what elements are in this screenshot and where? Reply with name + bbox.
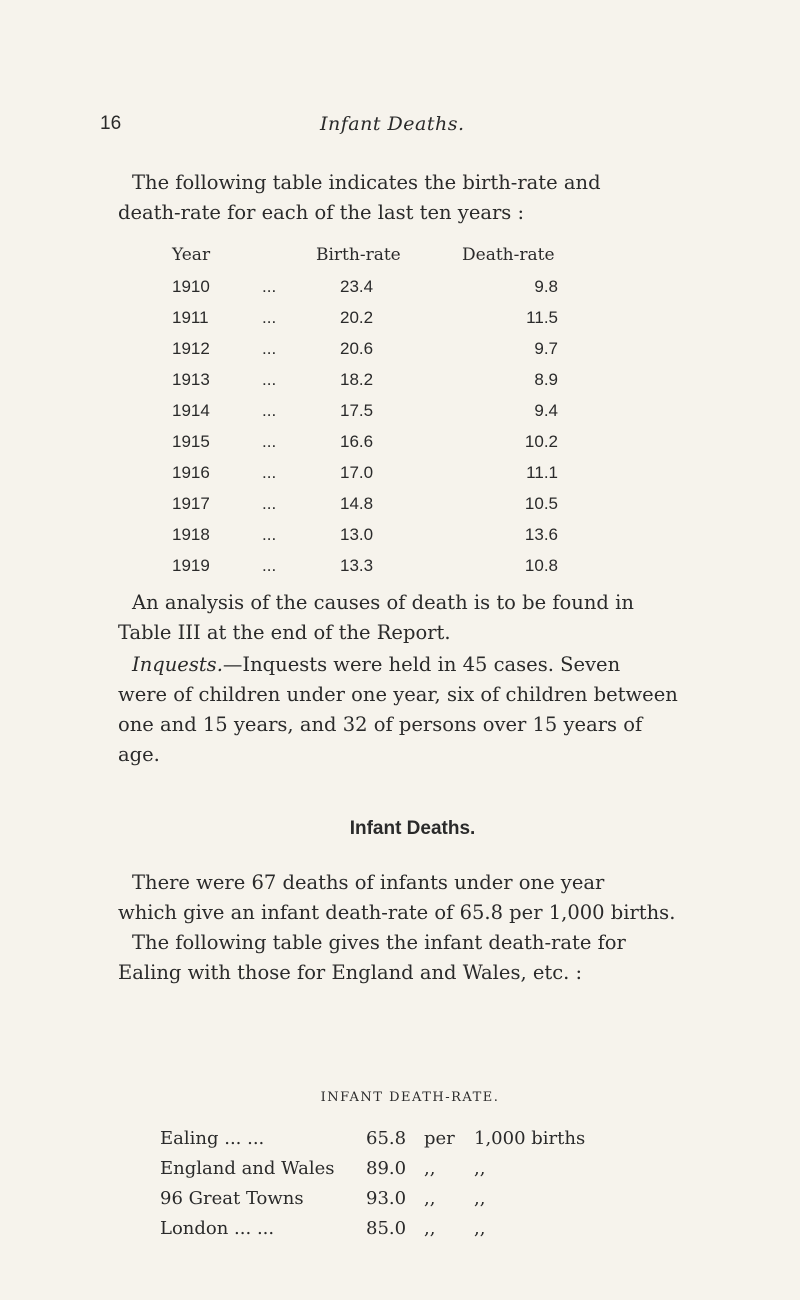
death-rate-cell: 9.4 xyxy=(534,401,558,420)
rate-cell: 93.0 xyxy=(366,1188,407,1209)
unit-cell: ,, xyxy=(474,1188,486,1209)
column-header-birth-rate: Birth-rate xyxy=(316,245,401,265)
rate-cell: 85.0 xyxy=(366,1218,407,1239)
page-number: 16 xyxy=(100,113,122,134)
death-rate-cell: 9.7 xyxy=(534,339,558,358)
place-cell: England and Wales xyxy=(160,1158,335,1179)
per-cell: per xyxy=(424,1128,455,1149)
per-cell: ,, xyxy=(424,1188,436,1209)
inquests-line: one and 15 years, and 32 of persons over 15 years of xyxy=(118,713,643,736)
death-rate-cell: 9.8 xyxy=(534,277,558,296)
birth-rate-cell: 13.0 xyxy=(340,525,374,544)
birth-rate-cell: 16.6 xyxy=(340,432,374,451)
leader-dots: ... xyxy=(262,463,277,482)
death-rate-cell: 8.9 xyxy=(534,370,558,389)
leader-dots: ... xyxy=(262,308,277,327)
inquests-label: Inquests. xyxy=(132,653,223,676)
leader-dots: ... xyxy=(262,432,277,451)
place-cell: 96 Great Towns xyxy=(160,1188,304,1209)
birth-rate-cell: 23.4 xyxy=(340,277,374,296)
death-rate-cell: 11.1 xyxy=(526,463,558,482)
birth-rate-cell: 20.6 xyxy=(340,339,374,358)
per-cell: ,, xyxy=(424,1218,436,1239)
year-cell: 1913 xyxy=(172,370,210,389)
intro-line: The following table indicates the birth-rate and xyxy=(132,171,601,194)
birth-rate-cell: 18.2 xyxy=(340,370,374,389)
section-heading: Infant Deaths. xyxy=(349,818,476,839)
birth-rate-cell: 17.5 xyxy=(340,401,374,420)
year-cell: 1918 xyxy=(172,525,210,544)
place-cell: London ... ... xyxy=(160,1218,275,1239)
unit-cell: ,, xyxy=(474,1218,486,1239)
death-rate-cell: 13.6 xyxy=(524,525,558,544)
death-rate-cell: 11.5 xyxy=(526,308,558,327)
inquests-paragraph xyxy=(118,650,678,770)
death-rate-cell: 10.5 xyxy=(524,494,558,513)
infant-line: Ealing with those for England and Wales, etc. : xyxy=(118,961,583,984)
inquests-line: —Inquests were held in 45 cases. Seven xyxy=(222,653,621,676)
death-rate-cell: 10.2 xyxy=(524,432,558,451)
leader-dots: ... xyxy=(262,370,277,389)
leader-dots: ... xyxy=(262,401,277,420)
rate-cell: 65.8 xyxy=(366,1128,407,1149)
leader-dots: ... xyxy=(262,556,277,575)
leader-dots: ... xyxy=(262,277,277,296)
column-header-year: Year xyxy=(172,245,211,265)
infant-line: There were 67 deaths of infants under one year xyxy=(132,871,605,894)
running-title: Infant Deaths. xyxy=(320,113,465,135)
unit-cell: 1,000 births xyxy=(474,1128,586,1149)
birth-rate-cell: 13.3 xyxy=(340,556,374,575)
infant-paragraph-1 xyxy=(118,868,676,928)
inquests-line: were of children under one year, six of children between xyxy=(118,683,678,706)
leader-dots: ... xyxy=(262,525,277,544)
birth-rate-cell: 20.2 xyxy=(340,308,374,327)
per-cell: ,, xyxy=(424,1158,436,1179)
leader-dots: ... xyxy=(262,339,277,358)
table-caption: INFANT DEATH-RATE. xyxy=(320,1090,500,1105)
year-cell: 1917 xyxy=(172,494,210,513)
death-rate-cell: 10.8 xyxy=(524,556,558,575)
analysis-paragraph xyxy=(118,588,634,648)
infant-line: The following table gives the infant death-rate for xyxy=(132,931,626,954)
year-cell: 1915 xyxy=(172,432,210,451)
year-cell: 1914 xyxy=(172,401,210,420)
infant-line: which give an infant death-rate of 65.8 per 1,000 births. xyxy=(118,901,676,924)
year-cell: 1919 xyxy=(172,556,210,575)
leader-dots: ... xyxy=(262,494,277,513)
analysis-line: Table III at the end of the Report. xyxy=(118,621,451,644)
year-cell: 1912 xyxy=(172,339,210,358)
unit-cell: ,, xyxy=(474,1158,486,1179)
year-cell: 1916 xyxy=(172,463,210,482)
intro-paragraph xyxy=(118,168,628,228)
intro-line: death-rate for each of the last ten years : xyxy=(118,201,525,224)
analysis-line: An analysis of the causes of death is to be found in xyxy=(132,591,634,614)
year-cell: 1910 xyxy=(172,277,210,296)
column-header-death-rate: Death-rate xyxy=(462,245,555,265)
infant-paragraph-2 xyxy=(118,928,628,988)
inquests-line: age. xyxy=(118,743,160,766)
birth-rate-cell: 14.8 xyxy=(340,494,374,513)
year-cell: 1911 xyxy=(172,308,209,327)
rate-cell: 89.0 xyxy=(366,1158,407,1179)
birth-rate-cell: 17.0 xyxy=(340,463,374,482)
place-cell: Ealing ... ... xyxy=(160,1128,265,1149)
